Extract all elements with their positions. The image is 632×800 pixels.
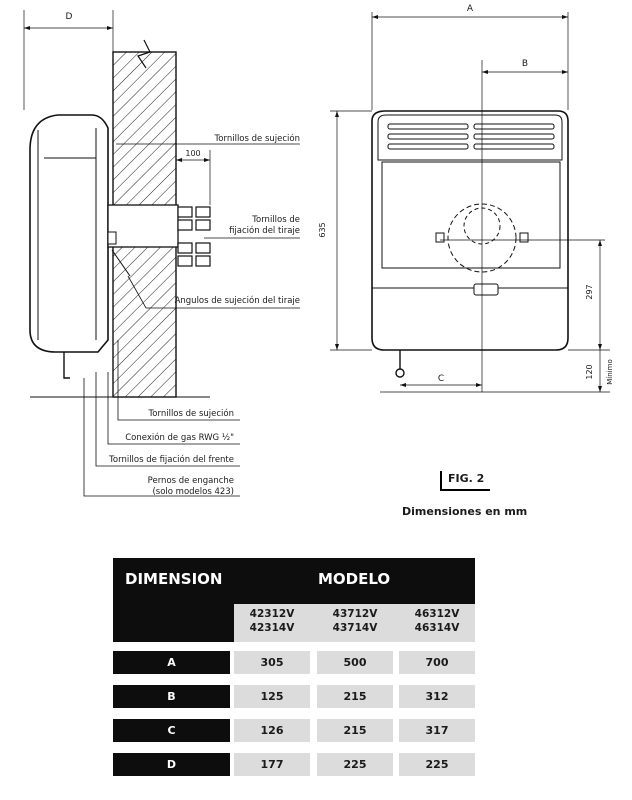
dim-297-label: 297 <box>585 284 594 300</box>
dimension-table <box>113 558 475 771</box>
row-value: 215 <box>317 685 393 708</box>
flue-pipe <box>108 205 178 247</box>
model-code: 42312V <box>249 608 295 620</box>
row-value: 317 <box>399 719 475 742</box>
model-cell <box>399 607 475 635</box>
row-label: D <box>113 753 230 776</box>
row-label: B <box>113 685 230 708</box>
row-value: 126 <box>234 719 310 742</box>
model-code: 42314V <box>249 622 295 634</box>
row-value: 312 <box>399 685 475 708</box>
header-modelo: MODELO <box>318 570 391 588</box>
row-value: 177 <box>234 753 310 776</box>
table-row <box>113 753 475 776</box>
table-row <box>113 685 475 708</box>
dim-minimo-label: Mínimo <box>606 359 614 385</box>
dim-100-label: 100 <box>185 149 201 158</box>
label-tornillos-sujecion-bottom: Tornillos de sujeción <box>148 409 234 419</box>
label-tornillos-frente: Tornillos de fijación del frente <box>109 455 234 465</box>
row-label: C <box>113 719 230 742</box>
row-value: 305 <box>234 651 310 674</box>
model-cell <box>317 607 393 635</box>
label-conexion-gas: Conexión de gas RWG ½" <box>125 433 234 443</box>
row-value: 500 <box>317 651 393 674</box>
table-row <box>113 719 475 742</box>
row-value: 215 <box>317 719 393 742</box>
gas-pipe <box>64 352 70 378</box>
dimensions-caption: Dimensiones en mm <box>402 505 528 518</box>
label-tornillos-fijacion-1: Tornillos de <box>252 215 300 225</box>
row-label: A <box>113 651 230 674</box>
dim-b-label: B <box>521 59 529 69</box>
model-cell <box>234 607 310 635</box>
label-tornillos-fijacion-2: fijación del tiraje <box>229 226 300 236</box>
dim-a-label: A <box>466 4 474 14</box>
model-code: 46314V <box>414 622 460 634</box>
side-view <box>24 10 300 497</box>
flue-terminal <box>178 207 210 266</box>
table-header <box>113 558 475 642</box>
front-view <box>318 4 614 392</box>
table-row <box>113 651 475 674</box>
row-value: 700 <box>399 651 475 674</box>
fig-label: FIG. 2 <box>440 471 490 491</box>
dim-c-label: C <box>437 374 445 384</box>
dim-120-label: 120 <box>585 364 594 380</box>
row-value: 225 <box>317 753 393 776</box>
header-dimension: DIMENSION <box>125 570 223 588</box>
model-code: 43712V <box>332 608 378 620</box>
dim-635-label: 635 <box>318 222 327 238</box>
label-pernos-1: Pernos de enganche <box>147 476 234 486</box>
dim-d-label: D <box>65 12 73 22</box>
model-code: 43714V <box>332 622 378 634</box>
label-tornillos-sujecion-top: Tornillos de sujeción <box>214 134 300 144</box>
row-value: 125 <box>234 685 310 708</box>
label-pernos-2: (solo modelos 423) <box>152 487 234 497</box>
row-value: 225 <box>399 753 475 776</box>
label-angulos-sujecion: Angulos de sujeción del tiraje <box>174 296 300 306</box>
model-code: 46312V <box>414 608 460 620</box>
